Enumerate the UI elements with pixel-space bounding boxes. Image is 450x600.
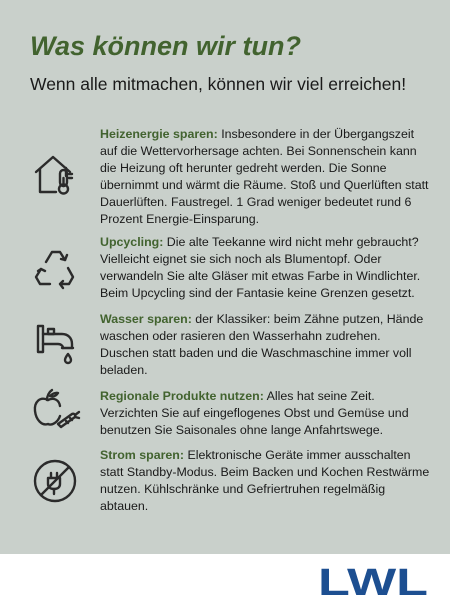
item-text: Insbesondere in der Übergangszeit auf die Wettervorhersage achten. Bei Sonnenschein kann die Heizung oft herunter gedreht werden. Die Sonne übernimmt und wärmt die Räume. Stoß und Querlüften statt Dauerlüften. Faustregel. 1 Grad weniger bedeutet rund 6 Prozent Energie-Einsparung.	[100, 127, 429, 226]
item-heading: Upcycling:	[100, 235, 164, 249]
list-item-wasser	[100, 311, 430, 379]
list-item-upcycling	[100, 234, 430, 302]
page-title: Was können wir tun?	[30, 31, 302, 61]
item-heading: Strom sparen:	[100, 448, 184, 462]
item-heading: Wasser sparen:	[100, 312, 192, 326]
house-thermometer-icon	[28, 148, 82, 202]
item-text: Die alte Teekanne wird nicht mehr gebraucht? Vielleicht eignet sie sich noch als Blumentopf. Oder verwandeln Sie alte Gläser mit etwas Farbe in Windlichter. Beim Upcycling sind der Fantasie keine Grenzen gesetzt.	[100, 235, 421, 300]
item-text: Elektronische Geräte immer ausschalten statt Standby-Modus. Beim Backen und Kochen Restwärme nutzen. Kühlschränke und Gefriertruhen regelmäßig abtauen.	[100, 448, 430, 513]
list-item-heizenergie	[100, 126, 430, 228]
lwl-logo	[318, 565, 430, 597]
no-plug-icon	[28, 454, 82, 508]
item-text: der Klassiker: beim Zähne putzen, Hände waschen oder rasieren den Wasserhahn zudrehen. Duschen statt baden und die Waschmaschine immer voll beladen.	[100, 312, 424, 377]
recycle-icon	[28, 242, 82, 296]
list-item-strom	[100, 447, 430, 515]
logo-text: LWL	[318, 565, 428, 597]
water-tap-icon	[28, 318, 82, 372]
list-item-regionale-produkte	[100, 388, 430, 439]
item-heading: Heizenergie sparen:	[100, 127, 218, 141]
page-subtitle: Wenn alle mitmachen, können wir viel erreichen!	[30, 74, 407, 94]
item-heading: Regionale Produkte nutzen:	[100, 389, 264, 403]
fruit-vegetable-icon	[28, 384, 82, 438]
item-text: Alles hat seine Zeit. Verzichten Sie auf eingeflogenes Obst und Gemüse und benutzen Sie Saisonales ohne lange Anfahrtswege.	[100, 389, 409, 437]
